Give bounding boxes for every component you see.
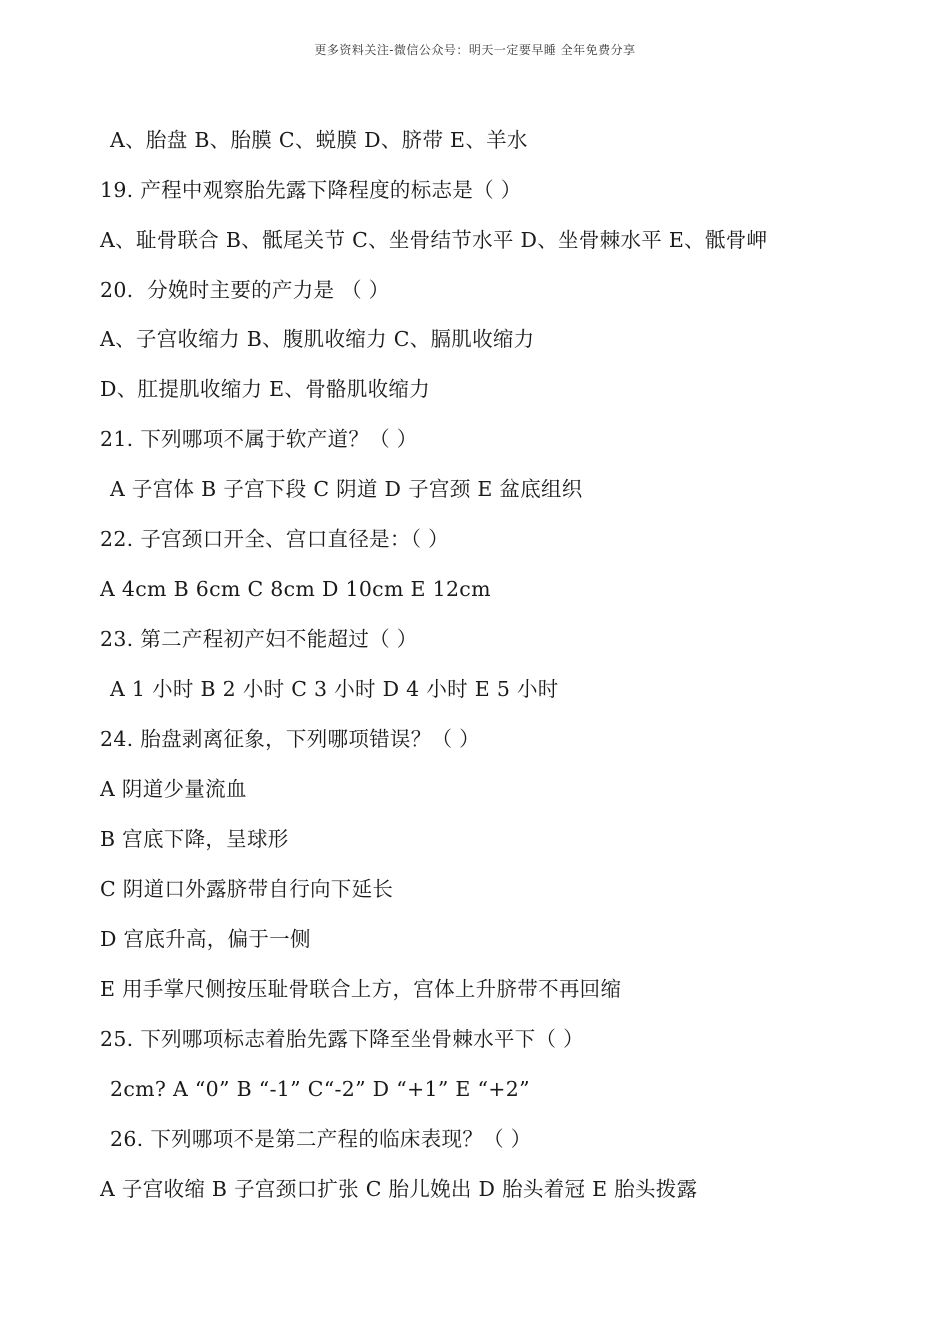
answer-options-25: 2cm? A “0” B “-1” C“-2” D “+1” E “+2”	[110, 1077, 530, 1101]
question-22: 22. 子宫颈口开全、宫口直径是：（ ）	[100, 527, 449, 551]
answer-option-24-d: D 宫底升高，偏于一侧	[100, 927, 311, 951]
answer-options-21: A 子宫体 B 子宫下段 C 阴道 D 子宫颈 E 盆底组织	[110, 477, 583, 501]
question-26: 26. 下列哪项不是第二产程的临床表现？（ ）	[110, 1127, 532, 1151]
question-23: 23. 第二产程初产妇不能超过（ ）	[100, 627, 418, 651]
answer-option-24-b: B 宫底下降，呈球形	[100, 827, 289, 851]
question-24: 24. 胎盘剥离征象，下列哪项错误？（ ）	[100, 727, 480, 751]
answer-options-20-b: D、肛提肌收缩力 E、骨骼肌收缩力	[100, 377, 431, 401]
answer-options-26: A 子宫收缩 B 子宫颈口扩张 C 胎儿娩出 D 胎头着冠 E 胎头拨露	[100, 1177, 698, 1201]
answer-options-20-a: A、子宫收缩力 B、腹肌收缩力 C、膈肌收缩力	[100, 327, 535, 351]
question-20: 20. 分娩时主要的产力是 （ ）	[100, 278, 390, 302]
answer-options-19: A、耻骨联合 B、骶尾关节 C、坐骨结节水平 D、坐骨棘水平 E、骶骨岬	[100, 228, 768, 252]
page-header: 更多资料关注-微信公众号：明天一定要早睡 全年免费分享	[314, 43, 636, 57]
answer-option-24-a: A 阴道少量流血	[100, 777, 247, 801]
answer-option-24-c: C 阴道口外露脐带自行向下延长	[100, 877, 394, 901]
question-19: 19. 产程中观察胎先露下降程度的标志是（ ）	[100, 178, 522, 202]
answer-options-23: A 1 小时 B 2 小时 C 3 小时 D 4 小时 E 5 小时	[110, 677, 559, 701]
answer-option-24-e: E 用手掌尺侧按压耻骨联合上方，宫体上升脐带不再回缩	[100, 977, 622, 1001]
answer-options-22: A 4cm B 6cm C 8cm D 10cm E 12cm	[100, 577, 491, 601]
answer-options-18: A、胎盘 B、胎膜 C、蜕膜 D、脐带 E、羊水	[110, 128, 528, 152]
question-25: 25. 下列哪项标志着胎先露下降至坐骨棘水平下（ ）	[100, 1027, 584, 1051]
question-21: 21. 下列哪项不属于软产道？（ ）	[100, 427, 418, 451]
